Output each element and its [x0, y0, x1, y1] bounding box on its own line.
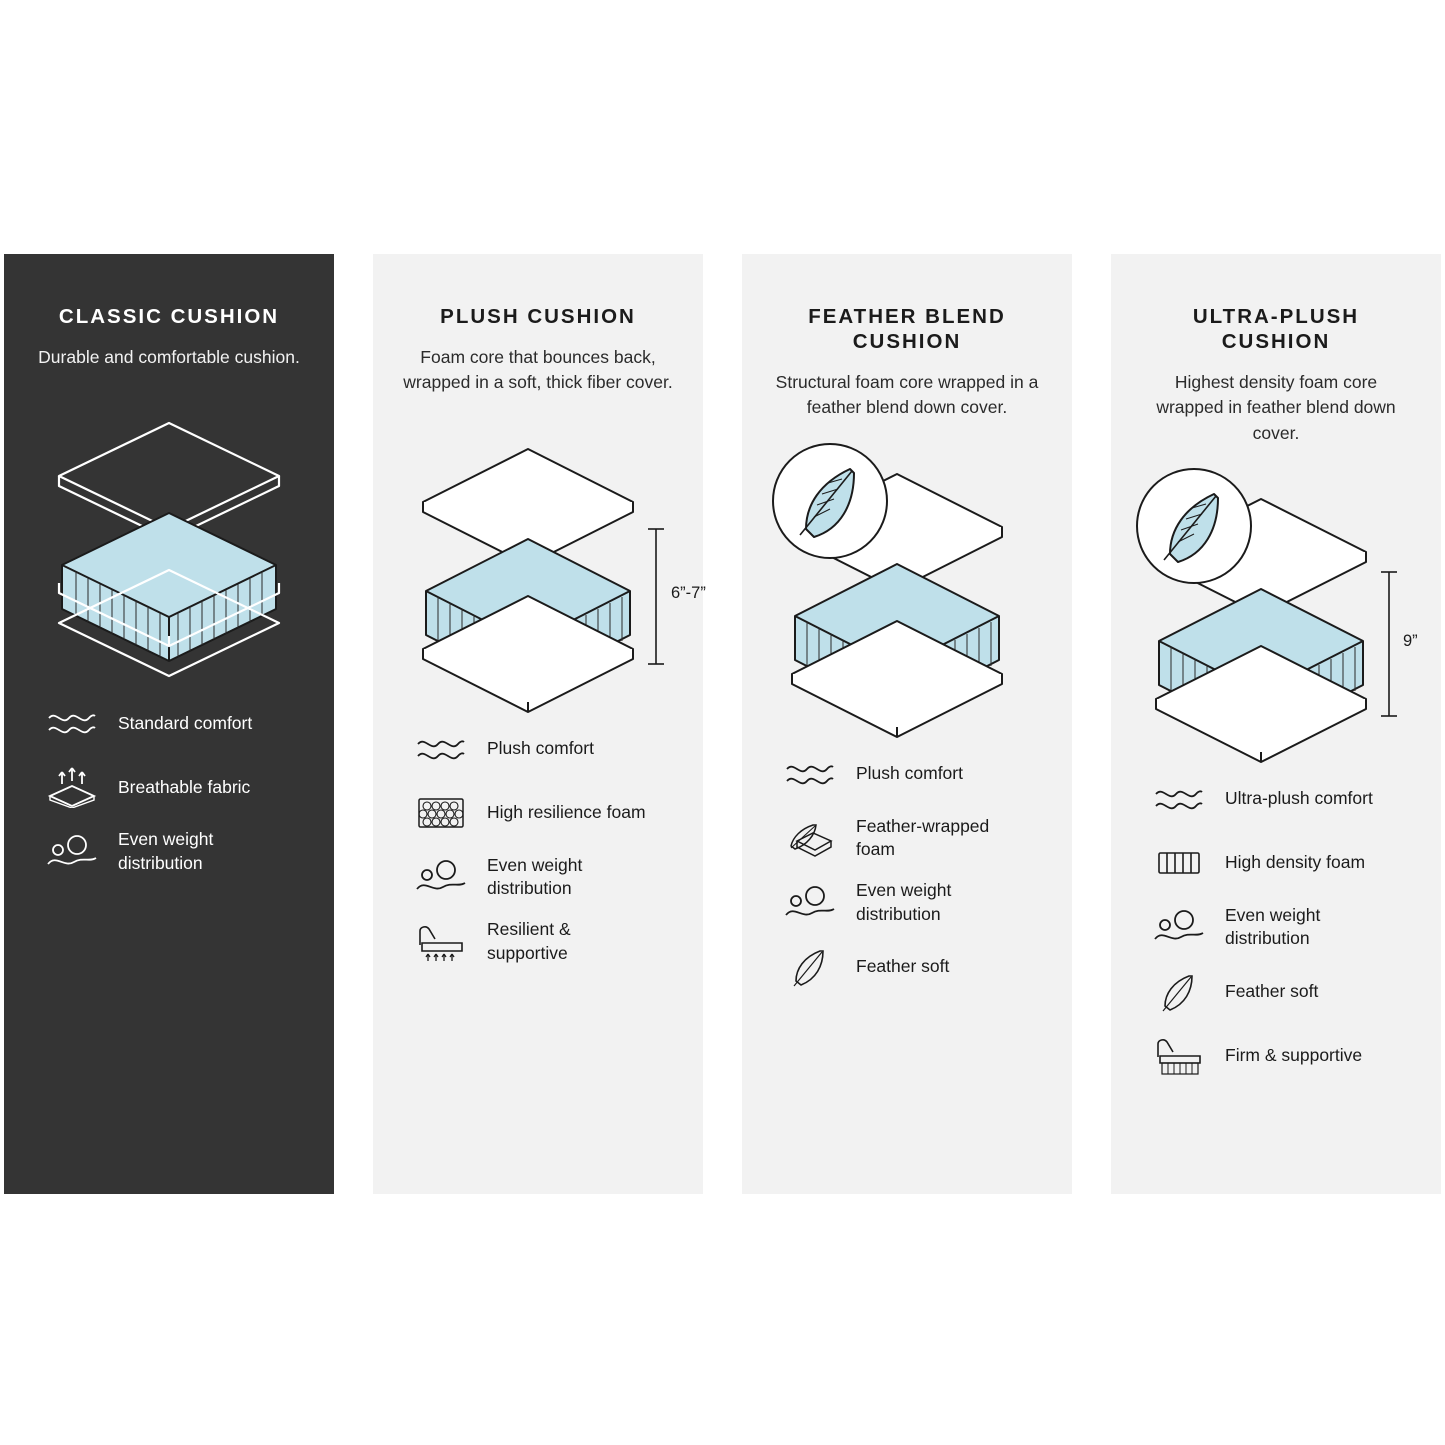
feature-item	[782, 751, 1046, 797]
wave-icon	[44, 700, 100, 746]
cushion-card-classic[interactable]	[4, 254, 334, 1194]
feature-label: Feather-wrapped foam	[856, 815, 990, 860]
feather-badge-icon	[1137, 469, 1251, 583]
feature-item	[413, 854, 677, 901]
feature-item	[1151, 776, 1415, 822]
firm-support-icon	[1151, 1033, 1207, 1079]
feature-label: Even weight distribution	[1225, 905, 1321, 949]
feature-item	[1151, 840, 1415, 886]
honeycomb-foam-icon	[413, 790, 469, 836]
weight-distribution-icon	[44, 829, 100, 875]
feature-label: Firm & supportive	[1225, 1045, 1363, 1066]
cushion-card-feather-blend[interactable]	[742, 254, 1072, 1194]
feature-item	[1151, 969, 1415, 1015]
cushion-layers-illustration	[24, 388, 314, 688]
cushion-card-plush[interactable]	[373, 254, 706, 1194]
dimension-label: 6”-7”	[671, 583, 706, 602]
features-list	[30, 700, 308, 875]
feature-item	[44, 828, 308, 875]
wave-icon	[782, 751, 838, 797]
feature-label: Feather soft	[856, 956, 950, 977]
layers-diagram-svg	[24, 388, 314, 688]
feature-label: Plush comfort	[856, 763, 963, 784]
feature-item	[782, 944, 1046, 990]
breathable-fabric-icon	[44, 764, 100, 810]
features-list	[399, 726, 677, 965]
feature-label: High resilience foam	[487, 802, 646, 823]
cushion-card-ultra-plush[interactable]	[1111, 254, 1441, 1194]
feature-label: Standard comfort	[118, 712, 253, 733]
feature-label: Even weight distribution	[118, 829, 214, 873]
cushion-layers-illustration	[393, 414, 706, 714]
feather-icon	[782, 944, 838, 990]
feather-badge-icon	[773, 444, 887, 558]
feature-item	[782, 815, 1046, 862]
card-description: Highest density foam core wrapped in feather blend down cover.	[1156, 372, 1396, 443]
feature-item	[413, 790, 677, 836]
feature-item	[413, 918, 677, 965]
cushion-layers-illustration	[1131, 464, 1421, 764]
card-title: FEATHER BLEND CUSHION	[808, 305, 1006, 353]
features-list	[768, 751, 1046, 990]
feather-icon	[1151, 969, 1207, 1015]
card-title: ULTRA-PLUSH CUSHION	[1192, 305, 1360, 353]
card-description: Durable and comfortable cushion.	[38, 347, 300, 367]
weight-distribution-icon	[1151, 904, 1207, 950]
feature-label: Even weight distribution	[487, 854, 583, 899]
feature-item	[1151, 1033, 1415, 1079]
layers-diagram-svg	[393, 414, 683, 714]
layers-diagram-svg	[1131, 464, 1421, 764]
card-description: Foam core that bounces back, wrapped in a soft, thick fiber cover.	[403, 347, 673, 393]
feature-label: Resilient & supportive	[487, 919, 571, 963]
feature-label: Even weight distribution	[856, 880, 952, 924]
resilient-support-icon	[413, 919, 469, 965]
card-title: CLASSIC CUSHION	[58, 305, 280, 328]
high-density-foam-icon	[1151, 840, 1207, 886]
feature-item	[1151, 904, 1415, 951]
weight-distribution-icon	[413, 854, 469, 900]
feather-wrapped-foam-icon	[782, 815, 838, 861]
wave-icon	[413, 726, 469, 772]
feature-label: Plush comfort	[487, 738, 594, 759]
dimension-bracket	[1381, 572, 1397, 716]
feature-item	[44, 700, 308, 746]
weight-distribution-icon	[782, 880, 838, 926]
wave-icon	[1151, 776, 1207, 822]
feature-item	[44, 764, 308, 810]
cushion-layers-illustration	[762, 439, 1052, 739]
feature-label: High density foam	[1225, 852, 1366, 873]
card-title: PLUSH CUSHION	[440, 305, 636, 328]
cushion-cards-row	[0, 254, 1445, 1194]
card-description: Structural foam core wrapped in a feather blend down cover.	[775, 372, 1039, 418]
feature-label: Breathable fabric	[118, 776, 251, 797]
feature-label: Feather soft	[1225, 981, 1319, 1002]
features-list	[1137, 776, 1415, 1079]
feature-label: Ultra-plush comfort	[1225, 788, 1373, 809]
feature-item	[782, 879, 1046, 926]
layers-diagram-svg	[762, 439, 1052, 739]
dimension-label: 9”	[1403, 632, 1418, 651]
feature-item	[413, 726, 677, 772]
dimension-bracket	[648, 529, 664, 664]
